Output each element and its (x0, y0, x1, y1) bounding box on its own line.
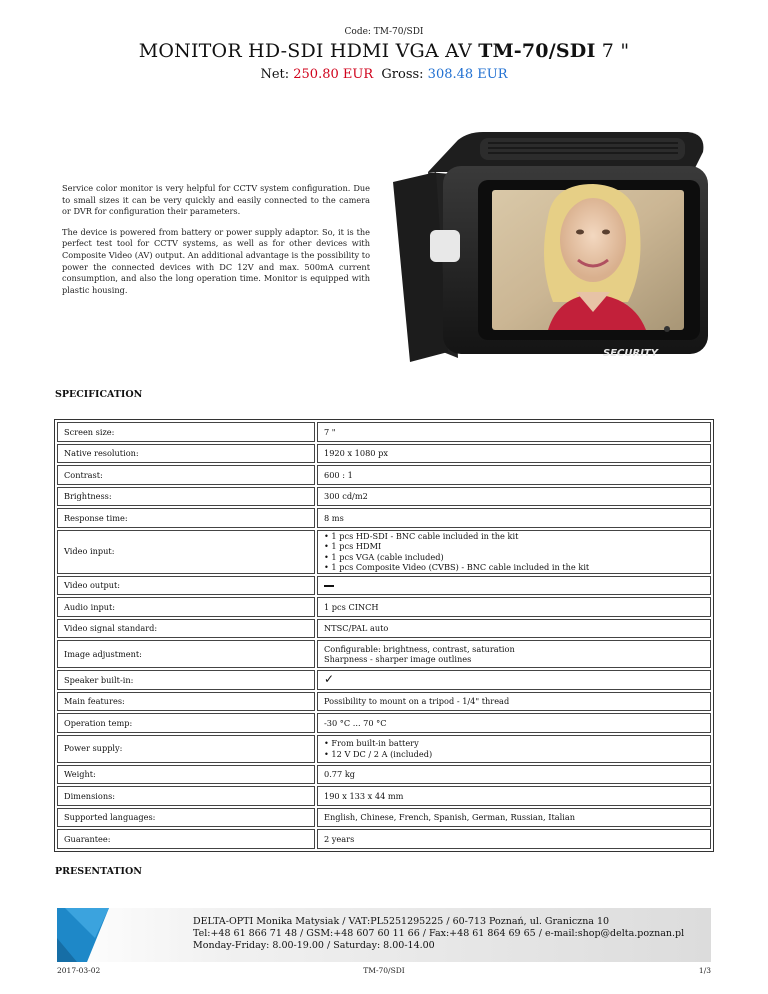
spec-label: Audio input: (57, 597, 315, 617)
table-row (57, 829, 711, 849)
spec-value (317, 576, 711, 596)
company-contact (193, 916, 684, 953)
spec-value: 600 : 1 (317, 465, 711, 485)
company-address: DELTA-OPTI Monika Matysiak / VAT:PL5251295225 / 60-713 Poznań, ul. Graniczna 10 (193, 916, 610, 927)
net-price: 250.80 EUR (293, 67, 374, 82)
spec-label: Power supply: (57, 735, 315, 763)
spec-label: Dimensions: (57, 786, 315, 806)
description-paragraph-1: Service color monitor is very helpful for CCTV system configuration. Due to small sizes it can be very quickly and easily connected to the camera or DVR for configuration their parameters. (62, 183, 370, 217)
spec-value: 0.77 kg (317, 765, 711, 785)
table-row (57, 713, 711, 733)
spec-label: Contrast: (57, 465, 315, 485)
spec-label: Video output: (57, 576, 315, 596)
spec-label: Image adjustment: (57, 640, 315, 668)
dash-icon (324, 585, 334, 587)
spec-label: Response time: (57, 508, 315, 528)
spec-label: Main features: (57, 692, 315, 712)
table-row (57, 597, 711, 617)
company-phones: Tel:+48 61 866 71 48 / GSM:+48 607 60 11 66 / Fax:+48 61 864 69 65 / e-mail:shop@delta.poznan.pl (193, 928, 685, 940)
list-item: • 1 pcs VGA (cable included) (324, 551, 444, 562)
table-row (57, 808, 711, 828)
spec-label: Supported languages: (57, 808, 315, 828)
company-hours: Monday-Friday: 8.00-19.00 / Saturday: 8.00-14.00 (193, 940, 435, 952)
spec-label: Brightness: (57, 487, 315, 507)
gross-price: 308.48 EUR (427, 67, 508, 82)
spec-value: -30 °C ... 70 °C (317, 713, 711, 733)
table-row (57, 530, 711, 574)
price-line (0, 67, 768, 82)
list-item: • 1 pcs Composite Video (CVBS) - BNC cable included in the kit (324, 562, 590, 572)
spec-label: Guarantee: (57, 829, 315, 849)
table-row (57, 640, 711, 668)
spec-label: Weight: (57, 765, 315, 785)
title-model: TM-70/SDI (478, 40, 596, 62)
spec-value (317, 530, 711, 574)
spec-value (317, 735, 711, 763)
print-date: 2017-03-02 (57, 966, 101, 975)
list-item: • 1 pcs HDMI (324, 541, 382, 551)
table-row (57, 576, 711, 596)
spec-label: Screen size: (57, 422, 315, 442)
table-row (57, 670, 711, 690)
brand-label: SECURITY (603, 348, 658, 359)
product-image (388, 122, 716, 367)
spec-value (317, 640, 711, 668)
specification-table (54, 419, 714, 852)
table-row (57, 508, 711, 528)
table-row (57, 465, 711, 485)
title-suffix: 7 " (595, 40, 630, 62)
net-label: Net: (260, 67, 294, 82)
specification-heading: SPECIFICATION (55, 389, 143, 400)
spec-label: Video signal standard: (57, 619, 315, 639)
table-row (57, 786, 711, 806)
company-logo-icon (57, 908, 125, 962)
product-code: Code: TM-70/SDI (344, 27, 424, 37)
gross-label: Gross: (373, 67, 428, 82)
spec-value (317, 670, 711, 690)
table-row (57, 735, 711, 763)
spec-value: 300 cd/m2 (317, 487, 711, 507)
list-item: Sharpness - sharper image outlines (324, 654, 472, 664)
table-row (57, 422, 711, 442)
spec-label: Speaker built-in: (57, 670, 315, 690)
spec-label: Native resolution: (57, 444, 315, 464)
spec-value: 1920 x 1080 px (317, 444, 711, 464)
spec-value: 1 pcs CINCH (317, 597, 711, 617)
table-row (57, 692, 711, 712)
spec-value: English, Chinese, French, Spanish, German, Russian, Italian (317, 808, 711, 828)
spec-value: 2 years (317, 829, 711, 849)
table-row (57, 444, 711, 464)
list-item: • 12 V DC / 2 A (included) (324, 748, 433, 759)
spec-label: Video input: (57, 530, 315, 574)
spec-value: 190 x 133 x 44 mm (317, 786, 711, 806)
table-row (57, 487, 711, 507)
spec-value: 8 ms (317, 508, 711, 528)
footer-product-code: TM-70/SDI (363, 966, 405, 975)
title-prefix: MONITOR HD-SDI HDMI VGA AV (138, 40, 479, 62)
table-row (57, 619, 711, 639)
list-item: • 1 pcs HD-SDI - BNC cable included in the kit (324, 530, 519, 541)
product-description (62, 183, 370, 305)
product-title (0, 40, 768, 62)
list-item: • From built-in battery (324, 738, 419, 748)
list-item: Configurable: brightness, contrast, saturation (324, 643, 515, 654)
presentation-heading: PRESENTATION (55, 866, 142, 877)
checkmark-icon: ✓ (324, 672, 335, 686)
spec-value: 7 " (317, 422, 711, 442)
spec-value: Possibility to mount on a tripod - 1/4" thread (317, 692, 711, 712)
table-row (57, 765, 711, 785)
spec-value: NTSC/PAL auto (317, 619, 711, 639)
description-paragraph-2: The device is powered from battery or power supply adaptor. So, it is the perfect test tool for CCTV systems, as well as for other devices with Composite Video (AV) output. An additional advantage is the possibility to power the connected devices with DC 12V and max. 500mA current consumption, and also the long operation time. Monitor is equipped with plastic housing. (62, 226, 370, 295)
spec-label: Operation temp: (57, 713, 315, 733)
page-number: 1/3 (698, 966, 711, 975)
